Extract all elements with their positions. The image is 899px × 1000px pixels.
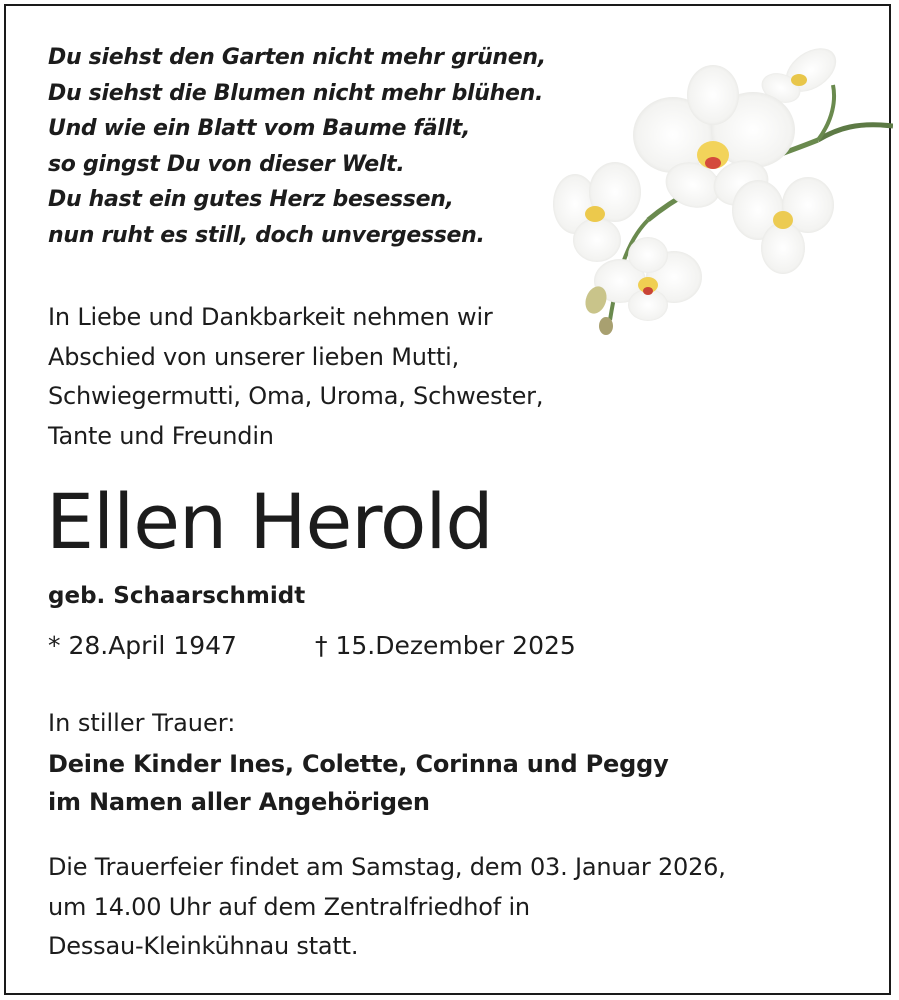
death-date: † 15.Dezember 2025: [315, 631, 576, 660]
intro-line: Abschied von unserer lieben Mutti,: [48, 342, 460, 371]
memorial-poem: [48, 40, 546, 253]
poem-line: Du siehst die Blumen nicht mehr blühen.: [48, 80, 544, 106]
intro-line: Tante und Freundin: [48, 421, 274, 450]
service-line: Die Trauerfeier findet am Samstag, dem 03. Januar 2026,: [48, 853, 726, 881]
poem-line: Du siehst den Garten nicht mehr grünen,: [48, 45, 546, 70]
service-line: Dessau-Kleinkühnau statt.: [48, 932, 359, 960]
service-info: [48, 848, 726, 967]
mourners: [48, 745, 669, 821]
service-line: um 14.00 Uhr auf dem Zentralfriedhof in: [48, 892, 530, 921]
mourners-line: im Namen aller Angehörigen: [48, 788, 430, 816]
poem-line: nun ruht es still, doch unvergessen.: [48, 222, 485, 248]
intro-line: In Liebe und Dankbarkeit nehmen wir: [48, 303, 493, 331]
white-orchid-icon: [548, 30, 893, 340]
poem-line: Und wie ein Blatt vom Baume fällt,: [48, 116, 471, 141]
birth-name: geb. Schaarschmidt: [48, 583, 306, 609]
birth-date: * 28.April 1947: [48, 631, 237, 660]
mourners-line: Deine Kinder Ines, Colette, Corinna und Peggy: [48, 750, 669, 778]
deceased-name: Ellen Herold: [46, 477, 493, 566]
intro-line: Schwiegermutti, Oma, Uroma, Schwester,: [48, 382, 544, 410]
life-dates: [48, 628, 576, 664]
mourning-label: In stiller Trauer:: [48, 709, 236, 737]
intro-text: [48, 298, 543, 456]
poem-line: Du hast ein gutes Herz besessen,: [48, 187, 454, 212]
poem-line: so gingst Du von dieser Welt.: [48, 151, 405, 177]
